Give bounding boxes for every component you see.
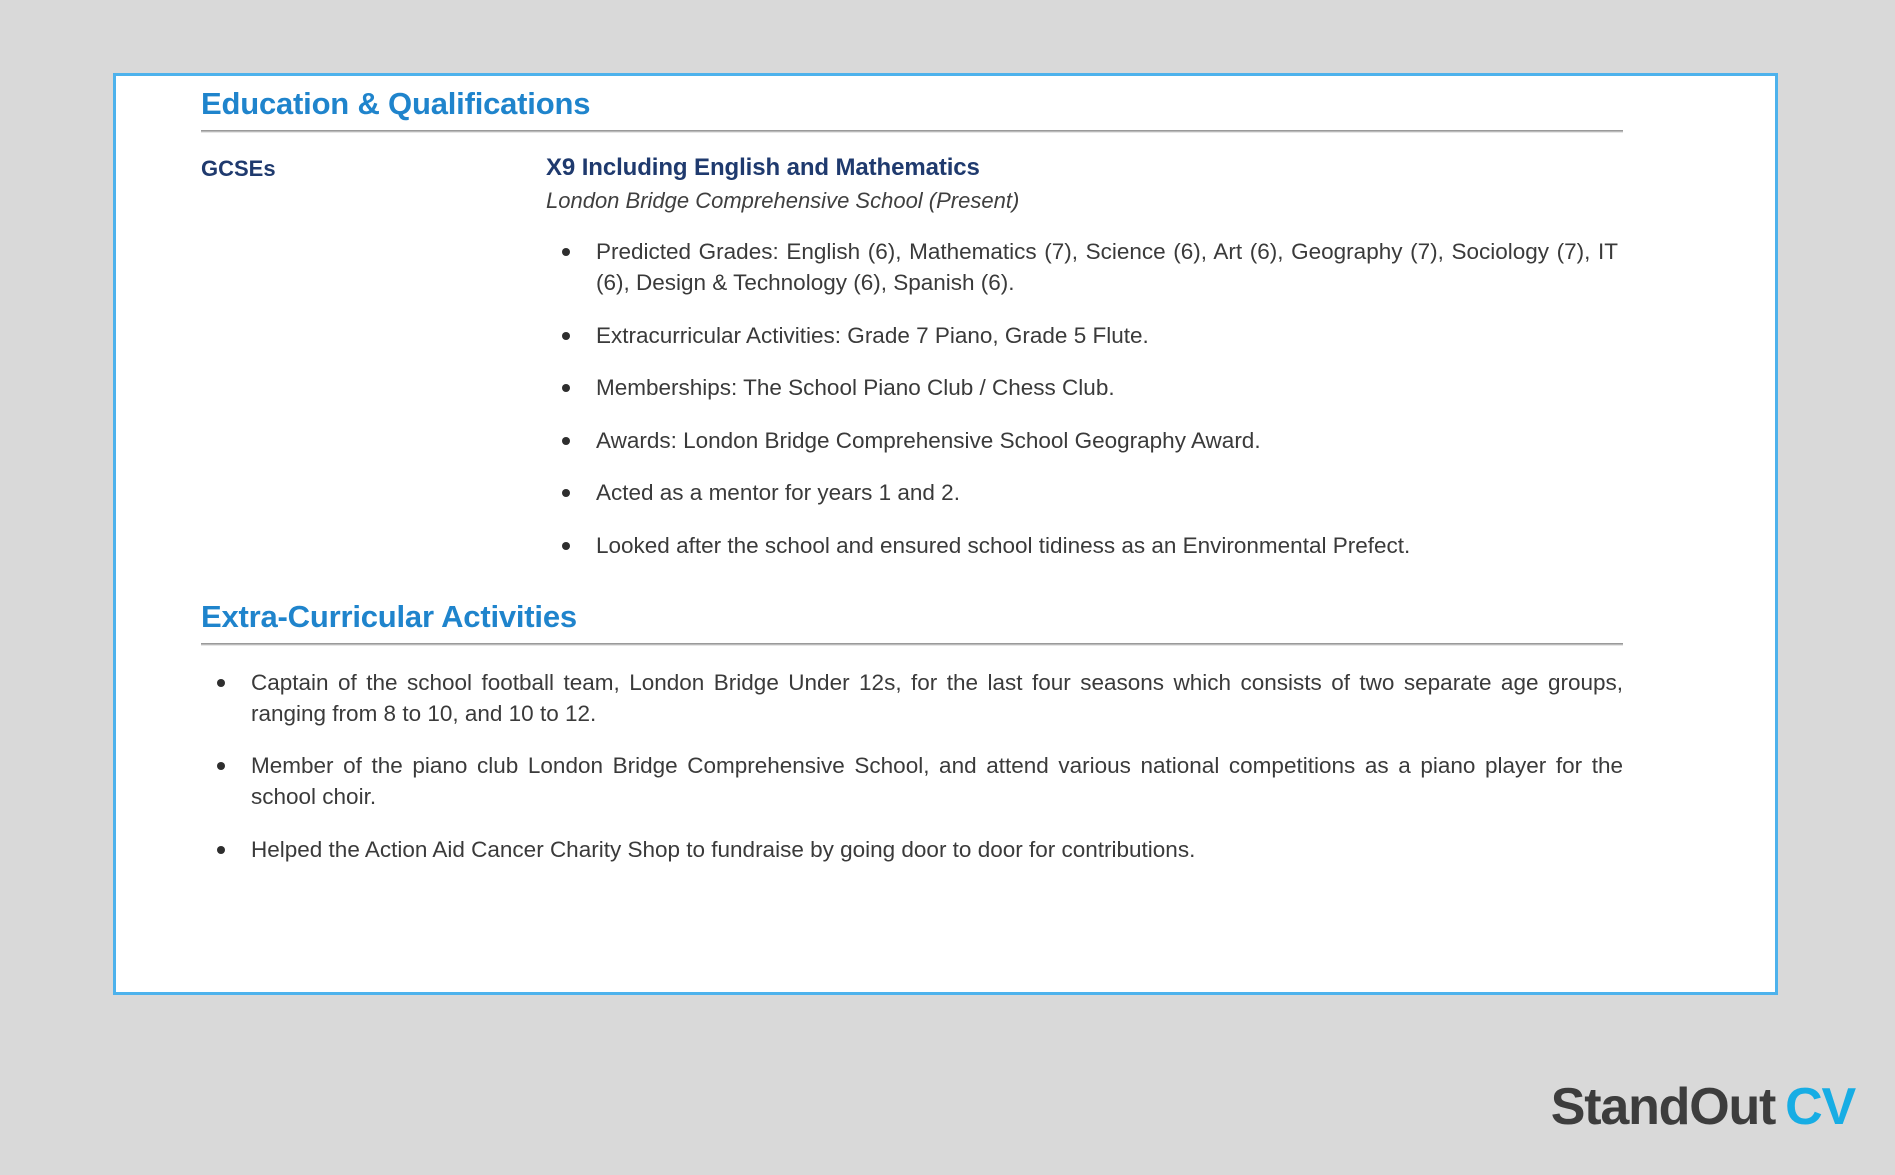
list-item-text: Awards: London Bridge Comprehensive School Geography Award. (596, 427, 1261, 453)
list-item (546, 373, 1618, 404)
extra-curricular-section-heading: Extra-Curricular Activities (201, 599, 577, 635)
list-item (546, 237, 1618, 298)
list-item (546, 531, 1618, 562)
education-qualification-label: GCSEs (201, 155, 276, 181)
education-section (201, 86, 1730, 561)
list-item-text: Extracurricular Activities: Grade 7 Piano, Grade 5 Flute. (596, 322, 1149, 348)
education-entry-school: London Bridge Comprehensive School (Present) (546, 187, 1020, 213)
education-section-heading: Education & Qualifications (201, 86, 591, 121)
education-heading-divider (201, 129, 1623, 133)
standout-cv-logo (1550, 1078, 1855, 1136)
bullet-point-icon (217, 762, 225, 770)
bullet-point-icon (562, 542, 570, 550)
list-item-text: Member of the piano club London Bridge Comprehensive School, and attend various national competitions as a piano player for the school choir. (251, 753, 1623, 809)
logo-text-standout: StandOut (1550, 1078, 1776, 1136)
list-item (201, 835, 1623, 866)
list-item-text: Captain of the school football team, London Bridge Under 12s, for the last four seasons which consists of two separate age groups, ranging from 8 to 10, and 10 to 12. (251, 670, 1623, 726)
bullet-point-icon (562, 437, 570, 445)
list-item-text: Predicted Grades: English (6), Mathematics (7), Science (6), Art (6), Geography (7), Sociology (7), IT (6), Design & Technology (6), Spanish (6). (596, 239, 1618, 295)
education-entry-body (546, 153, 1730, 562)
list-item (201, 751, 1623, 812)
bullet-point-icon (562, 248, 570, 256)
education-entry-title: X9 Including English and Mathematics (546, 153, 980, 181)
cv-content (201, 86, 1730, 865)
extra-curricular-section (201, 599, 1730, 865)
list-item (546, 478, 1618, 509)
bullet-point-icon (562, 489, 570, 497)
list-item-text: Memberships: The School Piano Club / Chess Club. (596, 375, 1115, 401)
list-item (546, 321, 1618, 352)
bullet-point-icon (217, 846, 225, 854)
extra-curricular-heading-divider (201, 642, 1623, 646)
bullet-point-icon (562, 332, 570, 340)
list-item (201, 668, 1623, 729)
list-item-text: Looked after the school and ensured school tidiness as an Environmental Prefect. (596, 532, 1411, 558)
cv-document-card (113, 73, 1778, 995)
bullet-point-icon (562, 384, 570, 392)
bullet-point-icon (217, 679, 225, 687)
list-item-text: Acted as a mentor for years 1 and 2. (596, 480, 960, 506)
logo-text-cv: CV (1785, 1078, 1855, 1136)
extra-curricular-bullet-list (201, 668, 1623, 865)
list-item (546, 426, 1618, 457)
list-item-text: Helped the Action Aid Cancer Charity Shop to fundraise by going door to door for contributions. (251, 836, 1196, 862)
education-bullet-list (546, 237, 1730, 561)
education-entry (201, 153, 1730, 562)
